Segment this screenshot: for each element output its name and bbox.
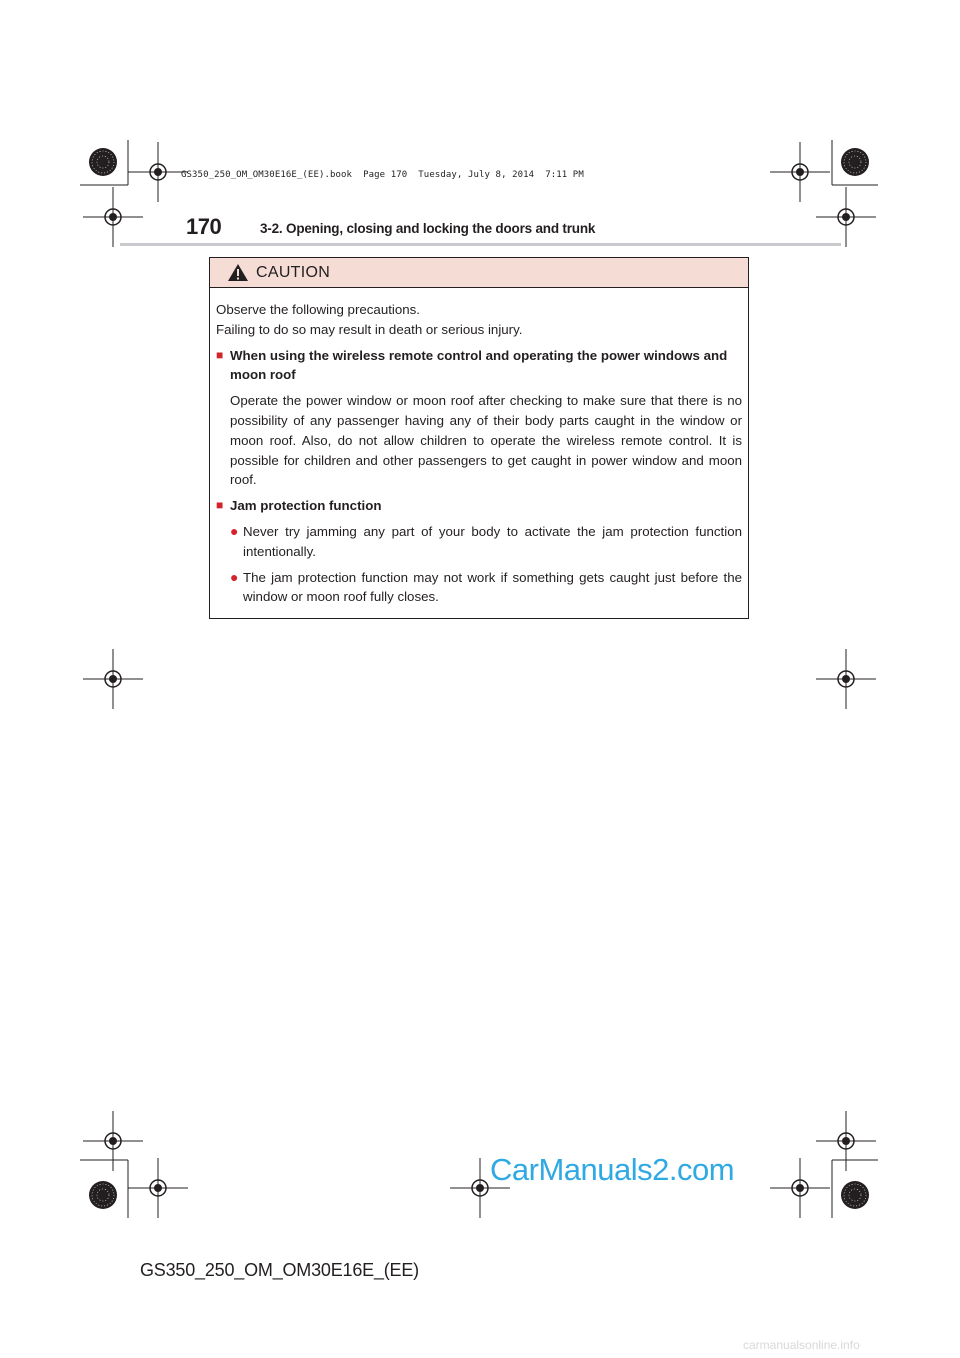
caution-header <box>210 258 748 288</box>
section-heading-text: When using the wireless remote control and operating the power windows and moon roof <box>230 347 728 383</box>
print-header: GS350_250_OM_OM30E16E_(EE).book Page 170 Tuesday, July 8, 2014 7:11 PM <box>181 170 584 180</box>
caution-intro-line: Observe the following precautions. <box>216 302 420 317</box>
registration-mark-icon <box>128 1158 188 1218</box>
section-title: 3-2. Opening, closing and locking the doors and trunk <box>260 221 596 236</box>
circle-bullet-icon: ● <box>230 522 239 539</box>
sunburst-mark-icon <box>89 148 117 176</box>
sunburst-mark-icon <box>89 1181 117 1209</box>
watermark-corner: carmanualsonline.info <box>743 1338 860 1352</box>
page-number: 170 <box>186 214 222 239</box>
registration-mark-icon <box>83 649 143 709</box>
sunburst-mark-icon <box>841 148 869 176</box>
footer-document-code: GS350_250_OM_OM30E16E_(EE) <box>140 1260 419 1280</box>
caution-intro-line: Failing to do so may result in death or serious injury. <box>216 321 523 337</box>
registration-mark-icon <box>83 1111 143 1171</box>
section-paragraph: Operate the power window or moon roof after checking to make sure that there is no possibility of any passenger having any of their body parts caught in the window or moon roof. Also, do not allow children to operate the wireless remote control. It is possible for children and other passengers to get caught in power window and moon roof. <box>230 393 742 488</box>
watermark-logo: CarManuals2.com <box>490 1152 735 1187</box>
caution-body <box>210 288 748 607</box>
registration-mark-icon <box>816 649 876 709</box>
registration-mark-icon <box>770 142 830 202</box>
bullet-text: Never try jamming any part of your body to activate the jam protection function intentionally. <box>243 523 742 559</box>
square-bullet-icon: ■ <box>216 498 224 513</box>
caution-label: CAUTION <box>256 263 331 281</box>
registration-mark-icon <box>816 187 876 247</box>
bullet-item <box>230 568 742 608</box>
bullet-item <box>230 522 742 562</box>
registration-mark-icon <box>128 142 188 202</box>
bullet-text: The jam protection function may not work if something gets caught just before the window or moon roof fully closes. <box>243 569 742 605</box>
sunburst-mark-icon <box>841 1181 869 1209</box>
section-heading <box>216 346 742 386</box>
registration-mark-icon <box>816 1111 876 1171</box>
caution-box <box>209 257 749 619</box>
section-heading-text: Jam protection function <box>230 498 382 514</box>
section-heading <box>216 496 742 516</box>
warning-triangle-icon <box>227 263 249 282</box>
circle-bullet-icon: ● <box>230 568 239 585</box>
square-bullet-icon: ■ <box>216 347 224 362</box>
registration-mark-icon <box>770 1158 830 1218</box>
header-divider <box>120 243 841 246</box>
registration-mark-icon <box>83 187 143 247</box>
